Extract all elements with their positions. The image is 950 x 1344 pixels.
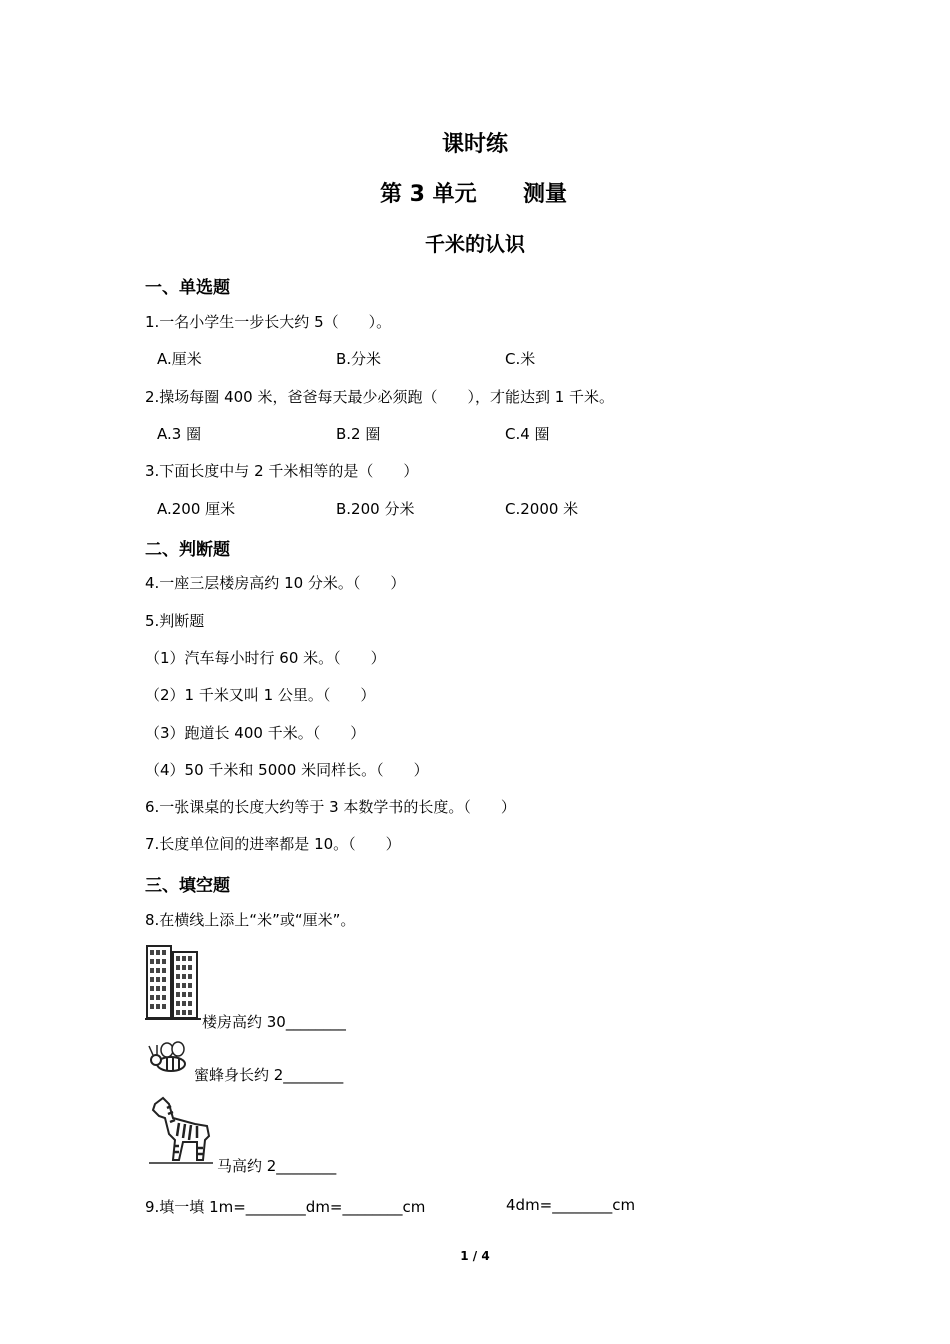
unit-number: 第 3 单元: [380, 182, 477, 207]
q1-option-a: A.厘米: [157, 350, 202, 368]
question-9-right: 4dm=________cm: [506, 1196, 636, 1214]
question-2: 2.操场每圈 400 米，爸爸每天最少必须跑（ ），才能达到 1 千米。: [145, 388, 615, 406]
q1-option-c: C.米: [505, 350, 536, 368]
question-3: 3.下面长度中与 2 千米相等的是（ ）: [145, 462, 419, 480]
question-1: 1.一名小学生一步长大约 5（ ）。: [145, 313, 392, 331]
q2-option-a: A.3 圈: [157, 425, 202, 443]
q8-building-blank: 楼房高约 30________: [202, 1013, 346, 1031]
question-5-sub-3: （3）跑道长 400 千米。（ ）: [145, 724, 366, 742]
zebra-icon: [149, 1096, 213, 1166]
section-heading-single-choice: 一、单选题: [145, 278, 230, 298]
question-6: 6.一张课桌的长度大约等于 3 本数学书的长度。（ ）: [145, 798, 516, 816]
unit-name: 测量: [523, 182, 568, 207]
q3-option-c: C.2000 米: [505, 500, 579, 518]
bee-icon: [147, 1040, 191, 1076]
question-5: 5.判断题: [145, 612, 205, 630]
q2-option-b: B.2 圈: [336, 425, 381, 443]
question-9: 9.填一填 1m=________dm=________cm: [145, 1198, 426, 1216]
worksheet-title: 课时练: [441, 132, 508, 157]
question-5-sub-4: （4）50 千米和 5000 米同样长。（ ）: [145, 761, 429, 779]
question-5-sub-1: （1）汽车每小时行 60 米。（ ）: [145, 649, 386, 667]
q2-option-c: C.4 圈: [505, 425, 550, 443]
question-4: 4.一座三层楼房高约 10 分米。（ ）: [145, 574, 406, 592]
q3-option-b: B.200 分米: [336, 500, 415, 518]
section-heading-true-false: 二、判断题: [145, 540, 230, 560]
section-heading-fill-blank: 三、填空题: [145, 876, 230, 896]
q1-option-b: B.分米: [336, 350, 382, 368]
page-number: 1 / 4: [460, 1249, 490, 1263]
lesson-title: 千米的认识: [425, 232, 525, 256]
q8-bee-blank: 蜜蜂身长约 2________: [194, 1066, 344, 1084]
question-8: 8.在横线上添上“米”或“厘米”。: [145, 911, 356, 929]
building-icon: [145, 944, 201, 1022]
q8-horse-blank: 马高约 2________: [217, 1157, 337, 1175]
question-5-sub-2: （2）1 千米又叫 1 公里。（ ）: [145, 686, 376, 704]
question-7: 7.长度单位间的进率都是 10。（ ）: [145, 835, 401, 853]
q3-option-a: A.200 厘米: [157, 500, 236, 518]
